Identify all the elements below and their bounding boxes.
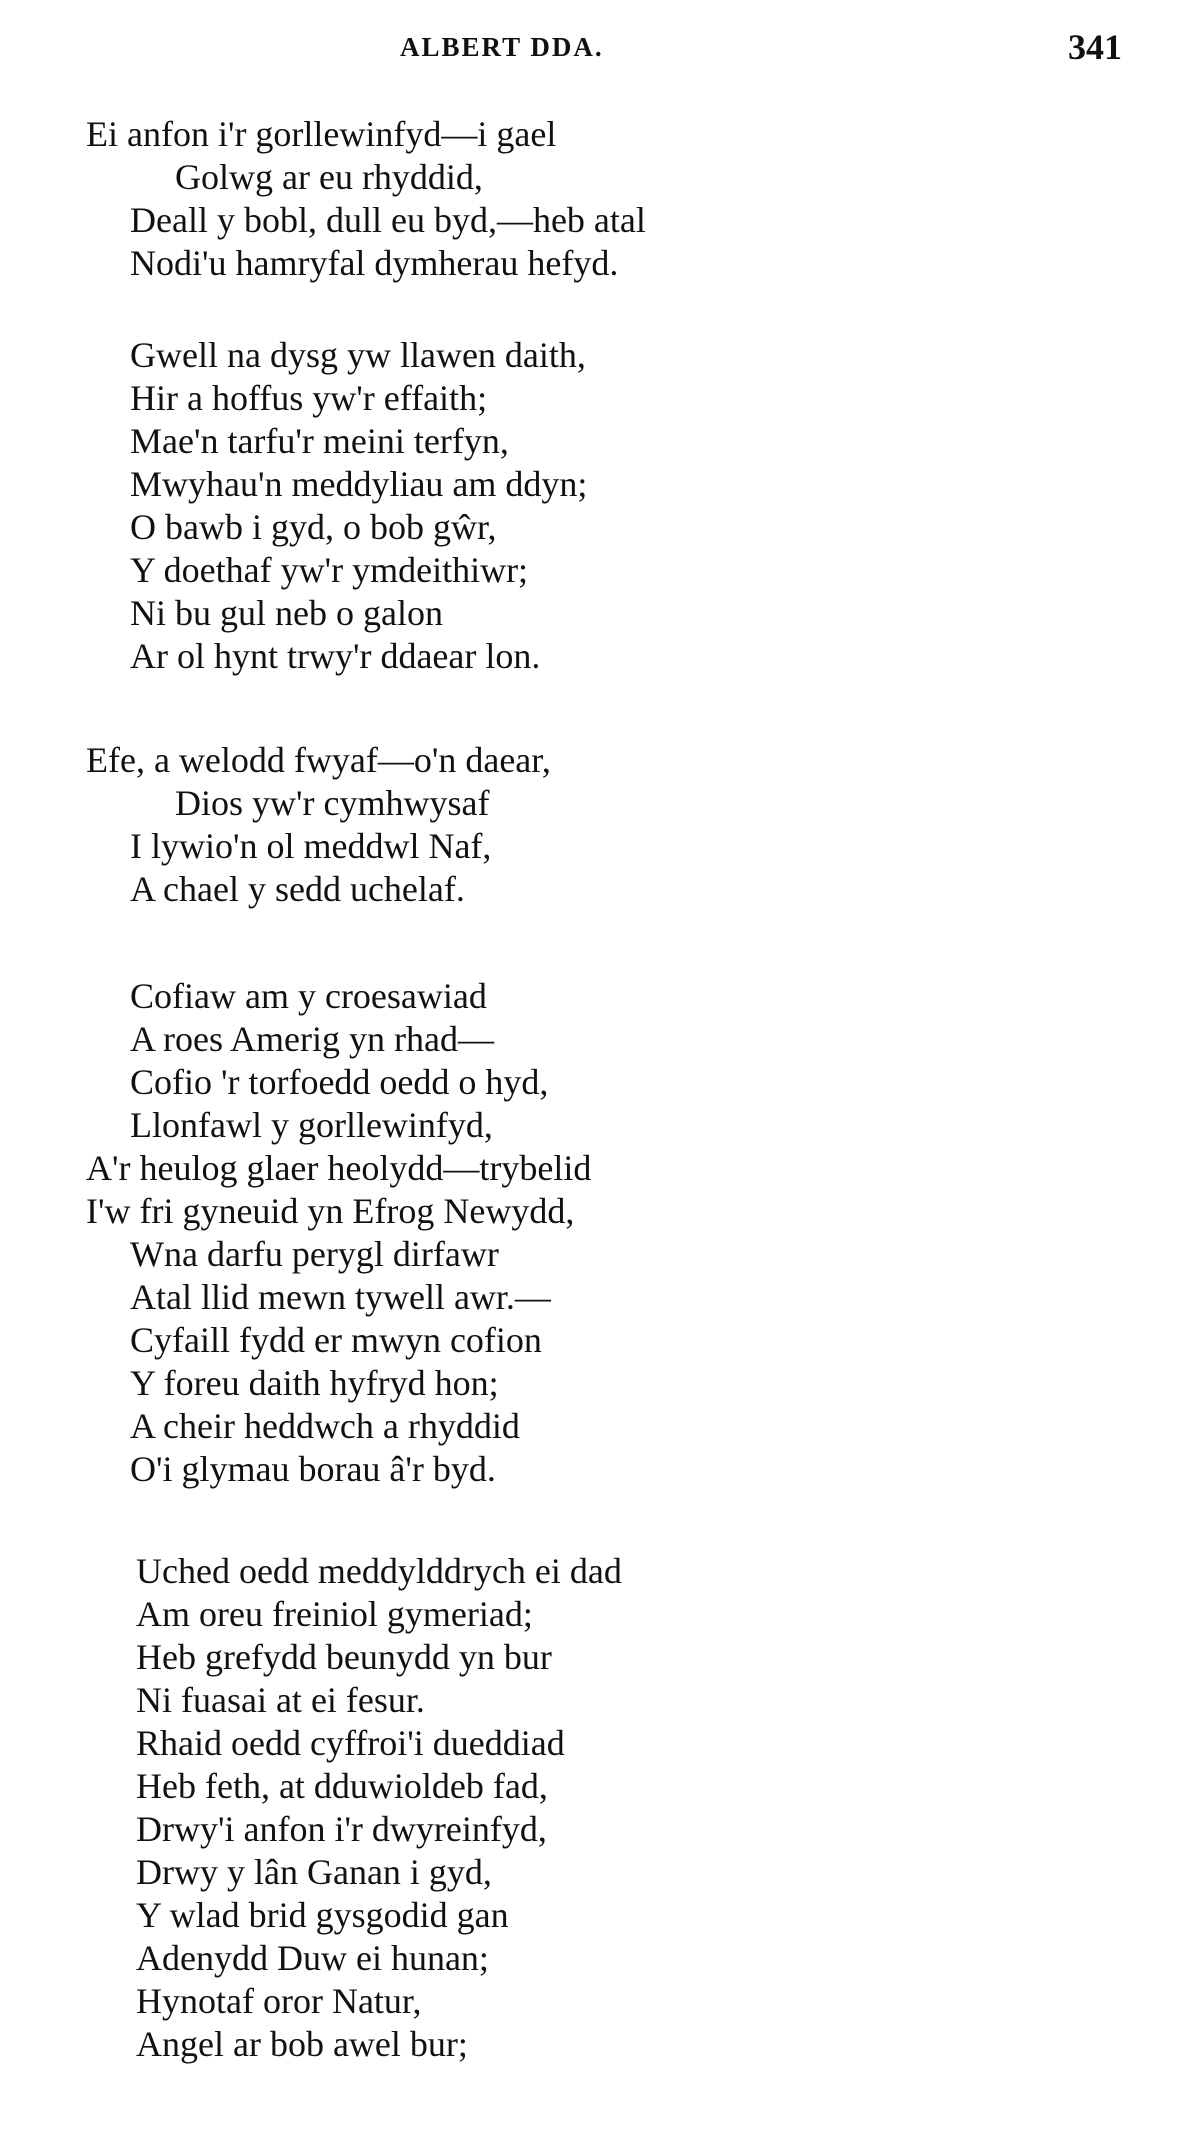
poem-line: I'w fri gyneuid yn Efrog Newydd,: [86, 1191, 575, 1231]
poem-line: Efe, a welodd fwyaf—o'n daear,: [86, 740, 551, 780]
poem-line: Y wlad brid gysgodid gan: [136, 1895, 509, 1935]
poem-line: O bawb i gyd, o bob gŵr,: [130, 507, 497, 547]
poem-line: Cofiaw am y croesawiad: [130, 976, 487, 1016]
poem-line: Nodi'u hamryfal dymherau hefyd.: [130, 243, 619, 283]
poem-line: Mwyhau'n meddyliau am ddyn;: [130, 464, 588, 504]
poem-line: Hynotaf oror Natur,: [136, 1981, 422, 2021]
running-head: ALBERT DDA.: [400, 32, 604, 62]
poem-line: Am oreu freiniol gymeriad;: [136, 1594, 533, 1634]
poem-line: Uched oedd meddylddrych ei dad: [136, 1551, 622, 1591]
poem-line: Wna darfu perygl dirfawr: [130, 1234, 499, 1274]
poem-line: A roes Amerig yn rhad—: [130, 1019, 494, 1059]
poem-line: Ei anfon i'r gorllewinfyd—i gael: [86, 114, 557, 154]
poem-line: Heb feth, at dduwioldeb fad,: [136, 1766, 548, 1806]
poem-line: Gwell na dysg yw llawen daith,: [130, 335, 586, 375]
poem-line: A cheir heddwch a rhyddid: [130, 1406, 520, 1446]
poem-line: Drwy y lân Ganan i gyd,: [136, 1852, 492, 1892]
poem-line: A'r heulog glaer heolydd—trybelid: [86, 1148, 592, 1188]
poem-line: Cyfaill fydd er mwyn cofion: [130, 1320, 542, 1360]
poem-line: Hir a hoffus yw'r effaith;: [130, 378, 488, 418]
poem-line: Deall y bobl, dull eu byd,—heb atal: [130, 200, 646, 240]
poem-line: Mae'n tarfu'r meini terfyn,: [130, 421, 509, 461]
poem-line: Ar ol hynt trwy'r ddaear lon.: [130, 636, 541, 676]
poem-line: Drwy'i anfon i'r dwyreinfyd,: [136, 1809, 547, 1849]
poem-line: Rhaid oedd cyffroi'i dueddiad: [136, 1723, 565, 1763]
poem-line: Golwg ar eu rhyddid,: [175, 157, 483, 197]
poem-line: Y foreu daith hyfryd hon;: [130, 1363, 499, 1403]
poem-line: A chael y sedd uchelaf.: [130, 869, 465, 909]
poem-line: Ni fuasai at ei fesur.: [136, 1680, 425, 1720]
poem-line: Y doethaf yw'r ymdeithiwr;: [130, 550, 529, 590]
poem-line: Cofio 'r torfoedd oedd o hyd,: [130, 1062, 549, 1102]
poem-line: O'i glymau borau â'r byd.: [130, 1449, 496, 1489]
poem-line: I lywio'n ol meddwl Naf,: [130, 826, 492, 866]
poem-line: Heb grefydd beunydd yn bur: [136, 1637, 552, 1677]
page-header: [0, 26, 1188, 72]
poem-line: Dios yw'r cymhwysaf: [175, 783, 490, 823]
poem-line: Angel ar bob awel bur;: [136, 2024, 468, 2064]
page-number: 341: [1068, 27, 1122, 67]
poem-line: Adenydd Duw ei hunan;: [136, 1938, 489, 1978]
poem-line: Atal llid mewn tywell awr.—: [130, 1277, 551, 1317]
poem-line: Llonfawl y gorllewinfyd,: [130, 1105, 493, 1145]
poem-line: Ni bu gul neb o galon: [130, 593, 443, 633]
